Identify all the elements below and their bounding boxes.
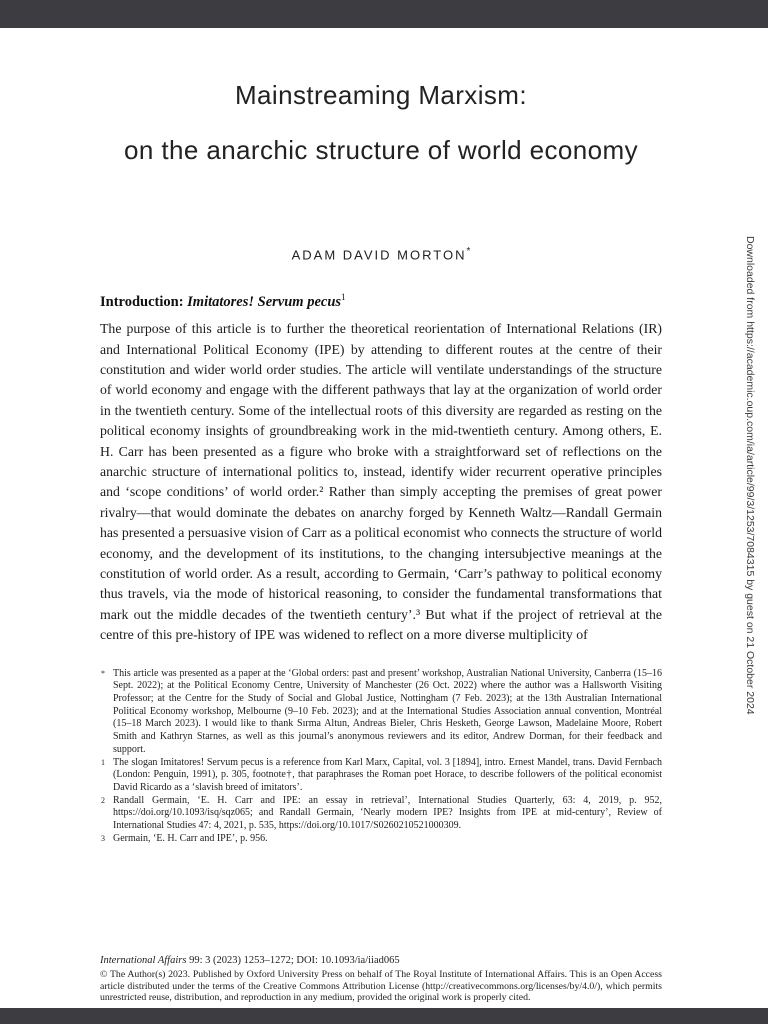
footnote-marker: 1	[101, 757, 105, 767]
page-content	[100, 28, 662, 1008]
body-paragraph: The purpose of this article is to further the theoretical reorientation of International Relations (IR) and International Political Economy (IPE) by attending to different routes at the centre of their constitution and wider world order studies. The article will ventilate understandings of the structure of world economy and engage with the different pathways that lay at the organization of world order in the twentieth century. Some of the intellectual roots of this diversity are regarded as resting on the political economy insights of groundbreaking work in the mid-twentieth century. Among others, E. H. Carr has been presented as a figure who broke with a straightforward set of reflections on the anarchic structure of international politics to, instead, identify wider recurrent operative principles and ‘scope conditions’ of world order.² Rather than simply accepting the premises of great power rivalry—that would dominate the debates on anarchy forged by Kenneth Waltz—Randall Germain has presented a persuasive vision of Carr as a political economist who connects the structure of world economy, and the development of its institutions, to the changing intersubjective meanings at the constitution of world order. As a result, according to Germain, ‘Carr’s pathway to political economy thus travels, via the mode of historical reasoning, to consider the fundamental transformations that mark out the middle decades of the twentieth century’.³ But what if the project of retrieval at the centre of this pre-history of IPE was widened to reflect on a more diverse multiplicity of	[100, 321, 662, 643]
author-name: ADAM DAVID MORTON	[291, 247, 467, 263]
footnote-text: Randall Germain, ‘E. H. Carr and IPE: an essay in retrieval’, International Studies Quarterly, 63: 4, 2019, p. 952, https://doi.org/10.1093/isq/sqz065; and Randall Germain, ‘Nearly modern IPE? Insights from IPE at mid-century’, Review of International Studies 47: 4, 2021, p. 535, https://doi.org/10.1017/S0260210521000309.	[113, 794, 662, 832]
footnote-marker: 3	[101, 833, 105, 843]
section-heading-footnote-ref: 1	[341, 292, 346, 303]
author-line	[100, 246, 662, 262]
footnote-marker: *	[101, 668, 105, 678]
section-heading-prefix: Introduction:	[100, 294, 188, 311]
footnote-1	[100, 757, 662, 795]
footnote-text: Germain, ‘E. H. Carr and IPE’, p. 956.	[113, 832, 268, 844]
footnotes-section	[100, 668, 662, 846]
footnote-asterisk	[100, 668, 662, 757]
viewer-top-bar	[0, 0, 768, 28]
footnote-2	[100, 795, 662, 833]
document-page	[0, 28, 768, 1008]
journal-name: International Affairs	[100, 955, 187, 967]
viewer-bottom-bar	[0, 1008, 768, 1024]
footnote-text: This article was presented as a paper at the ‘Global orders: past and present’ workshop, Australian National University, Canberra (15–16 Sept. 2022); at the Political Economy Centre, University of Manchester (26 Oct. 2022) where the author was a Hallsworth Visiting Professor; at the Centre for the Study of Social and Global Justice, Nottingham (7 Feb. 2023); at the 13th Australian International Political Economy workshop, Melbourne (9–10 Feb. 2023); and at the International Studies Association annual convention, Montréal (15–18 March 2023). I would like to thank Sırma Altun, Andreas Bieler, Chris Hesketh, George Lawson, Madelaine Moore, Robert Smith and Kathryn Starnes, as well as this journal’s anonymous reviewers and its editor, Andrew Dorman, for their feedback and support.	[113, 667, 662, 755]
article-title-line-2: on the anarchic structure of world economy	[124, 135, 638, 165]
section-heading-italic: Imitatores! Servum pecus	[187, 294, 342, 311]
footnote-text: The slogan Imitatores! Servum pecus is a reference from Karl Marx, Capital, vol. 3 [1894], intro. Ernest Mandel, trans. David Fernbach (London: Penguin, 1991), p. 305, footnote†, that paraphrases the Roman poet Horace, to describe followers of the political economist David Ricardo as a ‘slavish breed of imitators’.	[113, 756, 662, 793]
page-footer	[100, 955, 662, 1004]
footnote-3	[100, 833, 662, 846]
author-footnote-mark: *	[466, 246, 471, 257]
article-title-line-1: Mainstreaming Marxism:	[235, 80, 527, 110]
copyright-notice: © The Author(s) 2023. Published by Oxford University Press on behalf of The Royal Institute of International Affairs. This is an Open Access article distributed under the terms of the Creative Commons Attribution License (http://creativecommons.org/licenses/by/4.0/), which permits unrestricted reuse, distribution, and reproduction in any medium, provided the original work is properly cited.	[100, 969, 662, 1004]
download-watermark: Downloaded from https://academic.oup.com/ia/article/99/3/1253/7084315 by guest on 21 October 2024	[744, 236, 756, 715]
section-heading	[100, 292, 662, 311]
journal-citation-line	[100, 955, 662, 966]
footnote-marker: 2	[101, 795, 105, 805]
journal-citation-rest: 99: 3 (2023) 1253–1272; DOI: 10.1093/ia/iiad065	[186, 955, 400, 967]
